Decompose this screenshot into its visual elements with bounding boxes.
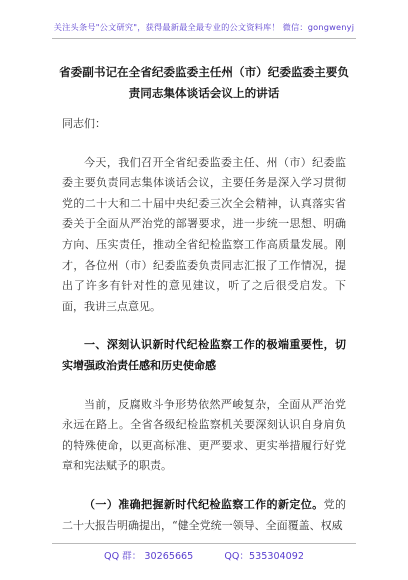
paragraph-intro: 今天，我们召开全省纪委监委主任、州（市）纪委监委主要负责同志集体谈话会议，主要任务是深入学习贯彻党的二十大和二十届中央纪委三次全会精神，认真落实省委关于全面从严治党的部署要求，进一步统一思想、明确方向、压实责任，推动全省纪检监察工作高质量发展。刚才，各位州（市）纪委监委负责同志汇报了工作情况，提出了许多有针对性的意见建议，听了之后很受启发。下面，我讲三点意见。 bbox=[62, 155, 346, 313]
paragraph-gap bbox=[62, 377, 346, 395]
document-title: 省委副书记在全省纪委监委主任州（市）纪委监委主要负责同志集体谈话会议上的讲话 bbox=[59, 65, 349, 100]
footer-qq: QQ：535304092 bbox=[224, 551, 304, 562]
subsection-paragraph bbox=[62, 495, 346, 536]
document-body bbox=[62, 114, 346, 536]
greeting: 同志们： bbox=[62, 117, 106, 130]
subsection-text: 党的二十大报告明确提出，“健全党统一领导、全面覆盖、权威 bbox=[62, 497, 347, 532]
paragraph-gap bbox=[62, 477, 346, 495]
paragraph-gap bbox=[62, 317, 346, 335]
header-banner: 关注头条号"公文研究"，获得最新最全最专业的公文资料库！ 微信：gongwenyj bbox=[53, 22, 355, 32]
section-heading-1: 一、深刻认识新时代纪检监察工作的极端重要性，切实增强政治责任感和历史使命感 bbox=[62, 338, 346, 372]
header-divider bbox=[52, 38, 356, 39]
footer-qq-group: QQ 群： 30265665 bbox=[104, 551, 194, 562]
subsection-heading: （一）准确把握新时代纪检监察工作的新定位。 bbox=[84, 497, 324, 511]
section-1-paragraph: 当前，反腐败斗争形势依然严峻复杂，全面从严治党永远在路上。全省各级纪检监察机关要深刻认识自身肩负的特殊使命，以更高标准、更严要求、更实举措履行好党章和宪法赋予的职责。 bbox=[62, 397, 346, 473]
footer bbox=[0, 548, 408, 562]
footer-divider bbox=[52, 543, 356, 544]
